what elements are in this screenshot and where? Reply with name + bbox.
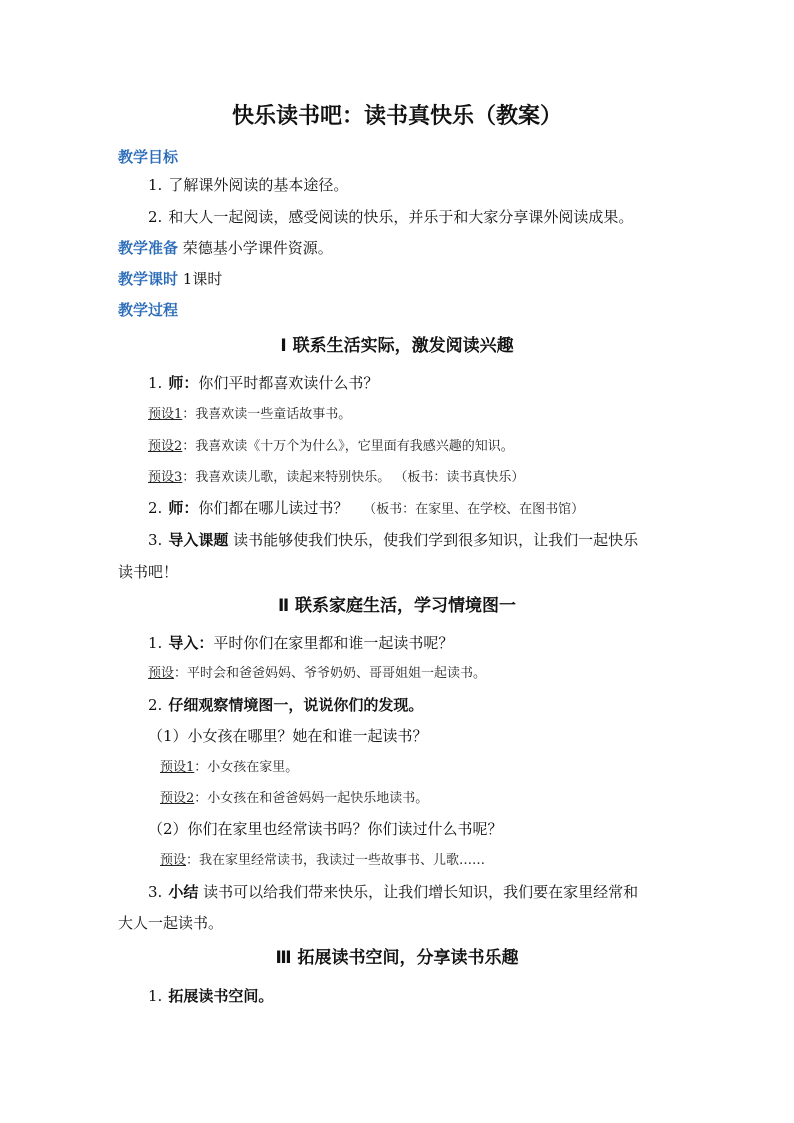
s1-q3-number: 3. (148, 531, 163, 549)
s1-q2-lead: 师： (168, 499, 199, 517)
s1-preset-3 (148, 468, 524, 488)
section-1-title: Ⅰ 联系生活实际，激发阅读兴趣 (280, 336, 514, 356)
s1-preset-2-label: 预设2 (148, 439, 183, 454)
s2-sub-preset-3 (160, 851, 485, 871)
s1-q2-board-note: （板书：在家里、在学校、在图书馆） (363, 502, 585, 517)
objective-2-text: 和大人一起阅读，感受阅读的快乐，并乐于和大家分享课外阅读成果。 (168, 208, 634, 226)
s1-preset-2-text: ：我喜欢读《十万个为什么》，它里面有我感兴趣的知识。 (182, 439, 514, 454)
s2-q1-text: 平时你们在家里都和谁一起读书呢？ (213, 634, 454, 652)
s1-question-1 (148, 372, 378, 394)
section-2-title: Ⅱ 联系家庭生活，学习情境图一 (277, 596, 517, 616)
s2-question-2 (148, 694, 423, 716)
s2-preset-label: 预设 (148, 666, 175, 681)
s2-q3-text-line-2: 大人一起读书。 (118, 914, 224, 932)
s1-q1-text: 你们平时都喜欢读什么书？ (198, 374, 379, 392)
s2-question-3 (148, 881, 638, 903)
process-heading: 教学过程 (118, 301, 179, 319)
section-3-title: Ⅲ 拓展读书空间，分享读书乐趣 (275, 948, 519, 968)
s1-q3-text-line-2: 读书吧！ (118, 563, 179, 581)
s2-q3-number: 3. (148, 883, 163, 901)
s1-question-2 (148, 497, 584, 520)
s1-q3-text-line-1: 读书能够使我们快乐，使我们学到很多知识，让我们一起快乐 (233, 531, 639, 549)
s2-q3-text-line-1: 读书可以给我们带来快乐，让我们增长知识，我们要在家里经常和 (203, 883, 639, 901)
s2-sub-preset-1-text: ：小女孩在家里。 (194, 760, 299, 775)
s1-preset-1-text: ：我喜欢读一些童话故事书。 (182, 407, 352, 422)
s1-q2-number: 2. (148, 499, 163, 517)
s2-sub-question-2: （2）你们在家里也经常读书吗？你们读过什么书呢？ (148, 820, 503, 838)
s1-question-3 (148, 529, 638, 551)
s1-preset-1 (148, 405, 351, 425)
s3-q1-text: 拓展读书空间。 (168, 987, 274, 1005)
s2-q3-lead: 小结 (168, 883, 199, 901)
objectives-heading: 教学目标 (118, 148, 179, 166)
s2-sub-question-1: （1）小女孩在哪里？她在和谁一起读书？ (148, 727, 428, 745)
s2-sub-preset-2 (160, 789, 428, 809)
objective-1-number: 1. (148, 176, 163, 194)
s2-q2-number: 2. (148, 696, 163, 714)
document-title: 快乐读书吧：读书真快乐（教案） (231, 104, 562, 129)
s1-q2-text: 你们都在哪儿读过书？ (198, 499, 349, 517)
prep-text: 荣德基小学课件资源。 (182, 239, 333, 257)
hours-row (118, 268, 222, 290)
hours-text: 1课时 (182, 270, 223, 288)
s2-q1-number: 1. (148, 634, 163, 652)
s3-q1-number: 1. (148, 987, 163, 1005)
s2-sub-preset-3-label: 预设 (160, 853, 187, 868)
objective-2 (148, 206, 633, 228)
objective-1 (148, 174, 348, 196)
objective-2-number: 2. (148, 208, 163, 226)
s2-sub-preset-1 (160, 758, 298, 778)
s2-sub-preset-2-label: 预设2 (160, 791, 195, 806)
s1-preset-1-label: 预设1 (148, 407, 183, 422)
prep-row (118, 237, 333, 259)
hours-label: 教学课时 (118, 270, 179, 288)
s1-q1-lead: 师： (168, 374, 199, 392)
prep-label: 教学准备 (118, 239, 179, 257)
objective-1-text: 了解课外阅读的基本途径。 (168, 176, 349, 194)
s2-q2-text: 仔细观察情境图一，说说你们的发现。 (168, 696, 424, 714)
s2-preset (148, 664, 486, 684)
s1-q3-lead: 导入课题 (168, 531, 229, 549)
s1-q1-number: 1. (148, 374, 163, 392)
s2-sub-preset-3-text: ：我在家里经常读书，我读过一些故事书、儿歌…… (186, 853, 486, 868)
s2-question-1 (148, 632, 453, 654)
s1-preset-3-text: ：我喜欢读儿歌，读起来特别快乐。 （板书：读书真快乐） (182, 470, 525, 485)
s3-question-1 (148, 985, 273, 1007)
s1-preset-2 (148, 437, 514, 457)
s2-preset-text: ：平时会和爸爸妈妈、爷爷奶奶、哥哥姐姐一起读书。 (174, 666, 487, 681)
s1-preset-3-label: 预设3 (148, 470, 183, 485)
s2-q1-lead: 导入： (168, 634, 214, 652)
s2-sub-preset-1-label: 预设1 (160, 760, 195, 775)
s2-sub-preset-2-text: ：小女孩在和爸爸妈妈一起快乐地读书。 (194, 791, 429, 806)
